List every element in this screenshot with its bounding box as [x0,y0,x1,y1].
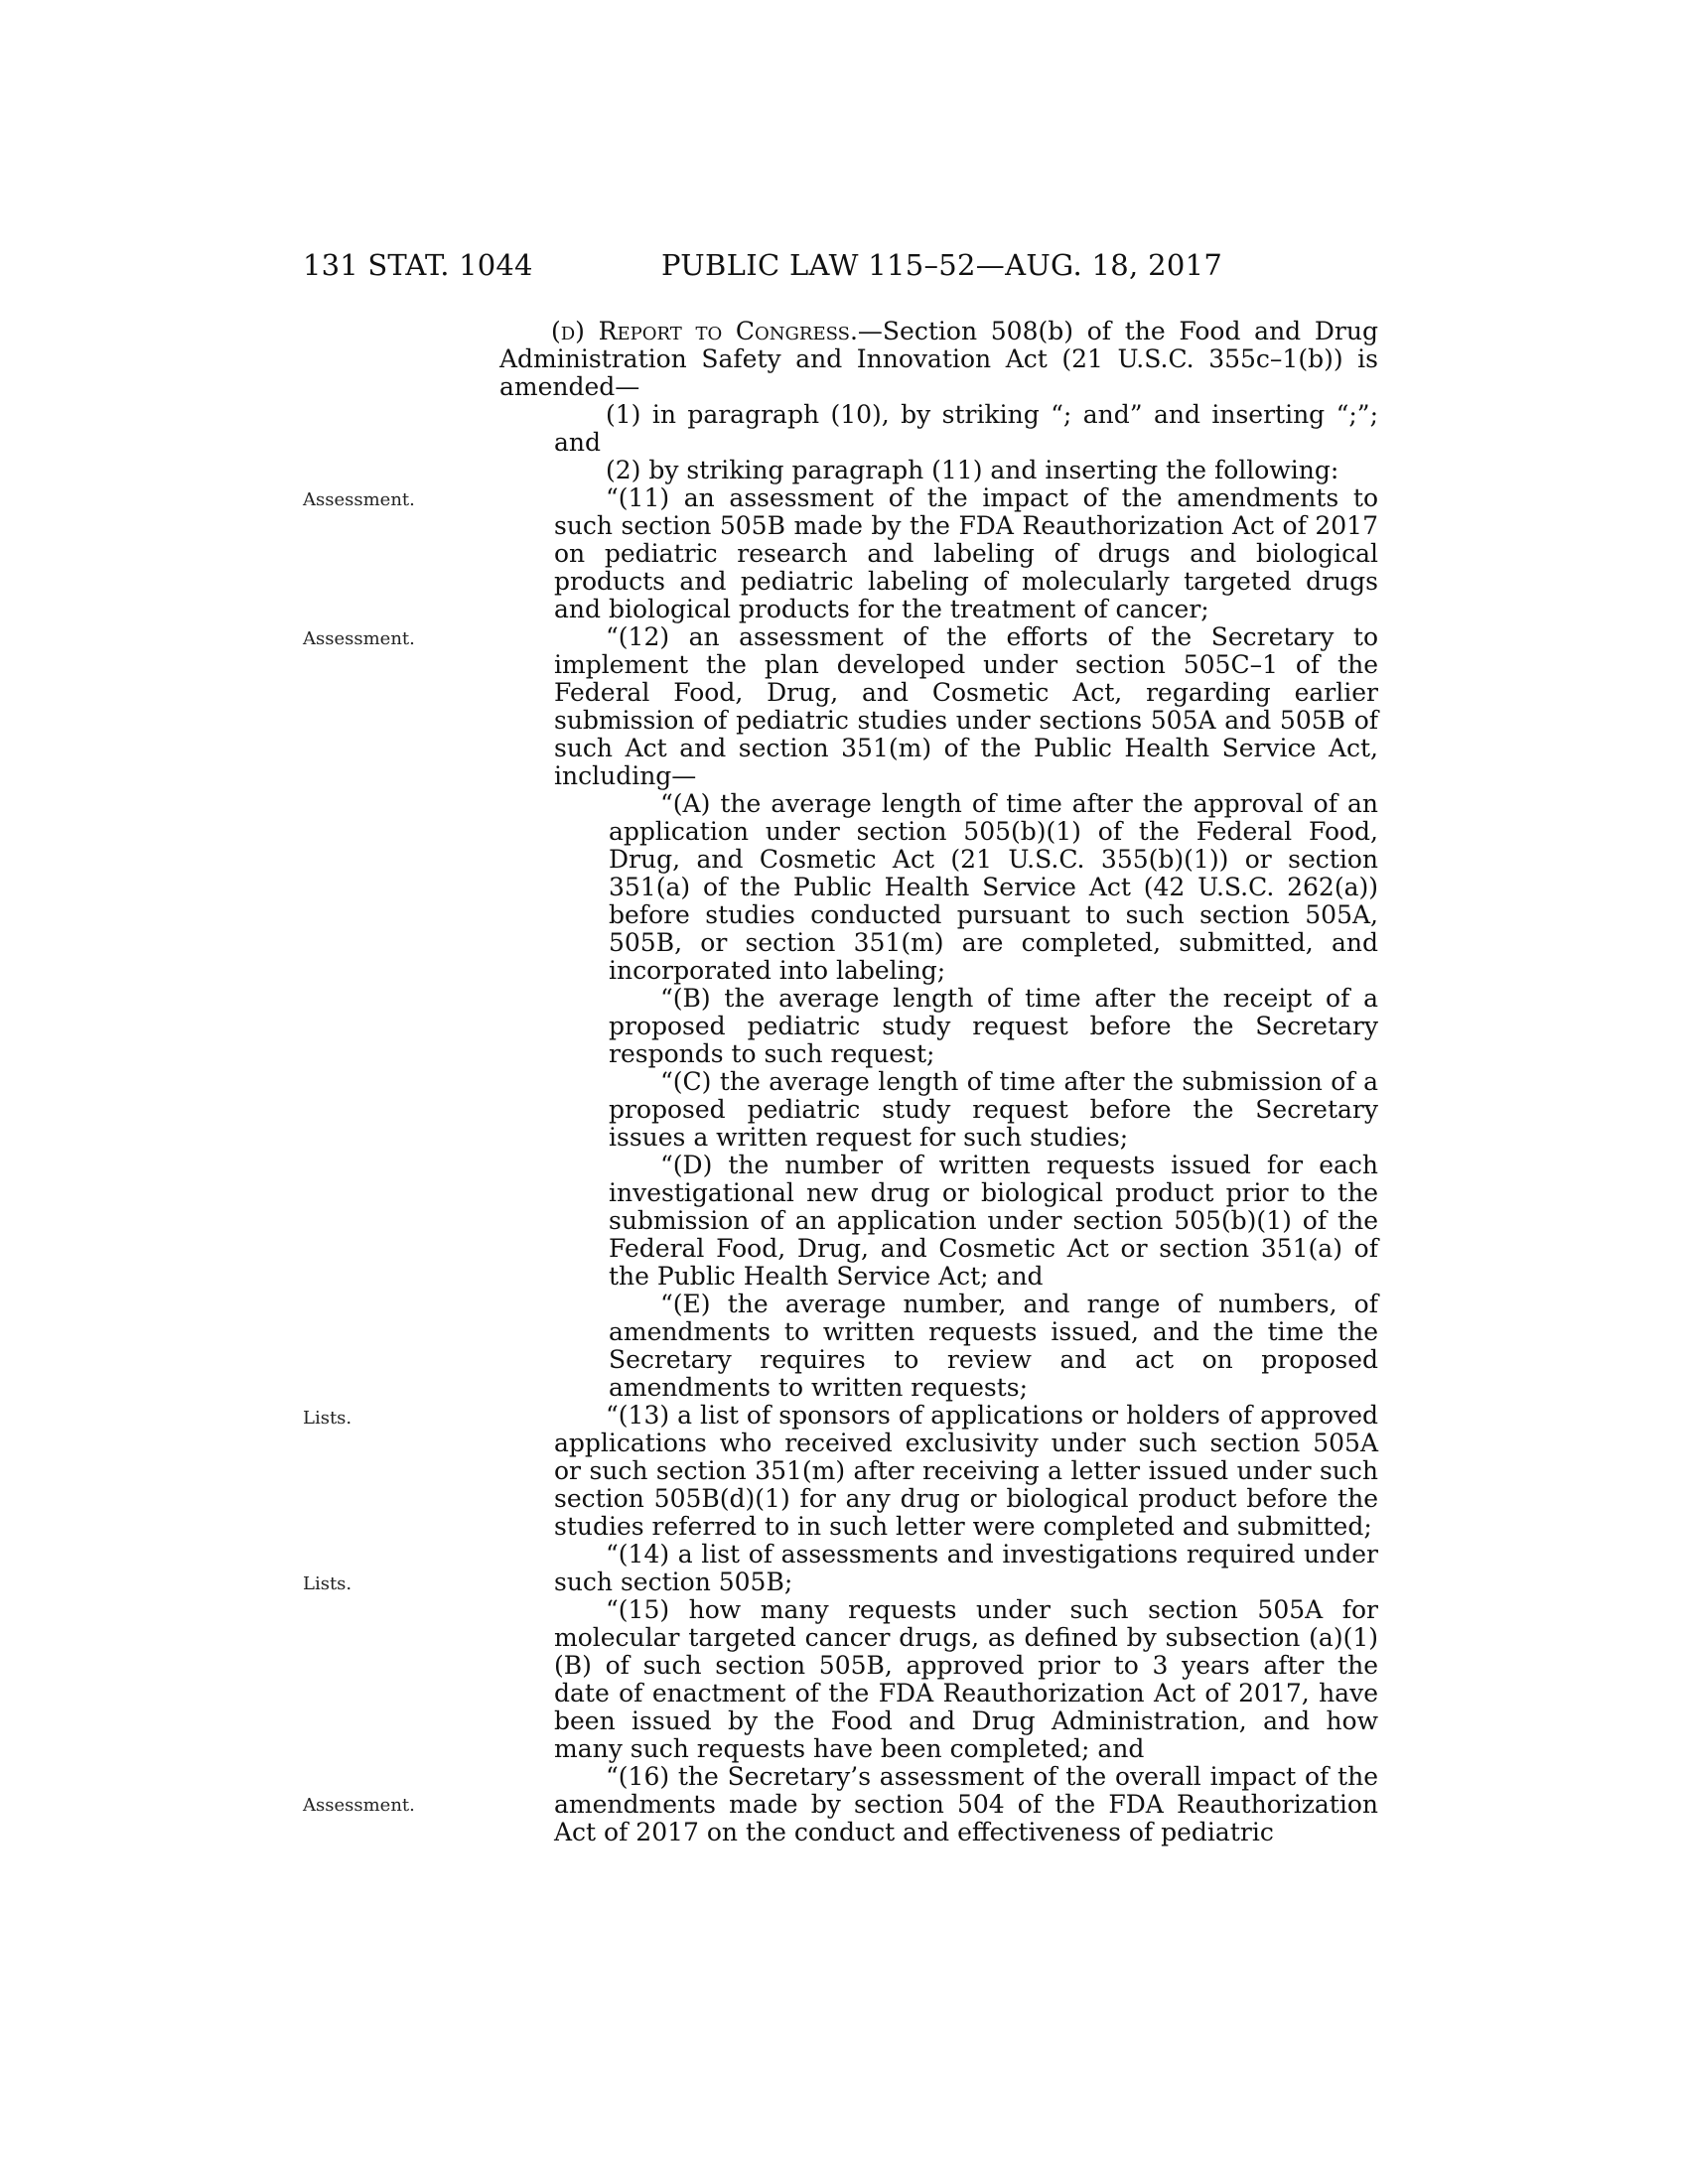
margin-note-lists: Lists. [303,1573,352,1594]
statute-page-number: 131 STAT. 1044 [303,248,533,282]
margin-note-assessment: Assessment. [303,489,415,510]
paragraph-14: “(14) a list of assessments and investigations required under such section 505B; [554,1540,1378,1596]
subsection-text: —Section 508(b) of the Food and Drug Administration Safety and Innovation Act (21 U.S.C. 355c–1(b)) is amended— [499,317,1378,401]
paragraph-13: “(13) a list of sponsors of applications or holders of approved applications who received exclusivity under such section 505A or such section 351(m) after receiving a letter issued under such section 505B(d)(1) for any drug or biological product before the studies referred to in such letter were completed and submitted; [554,1401,1378,1541]
paragraph-15: “(15) how many requests under such section 505A for molecular targeted cancer drugs, as defined by subsection (a)(1)(B) of such section 505B, approved prior to 3 years after the date of enactment of the FDA Reauthorization Act of 2017, have been issued by the Food and Drug Administration, and how many such requests have been completed; and [554,1595,1378,1763]
page-title: PUBLIC LAW 115–52—AUG. 18, 2017 [661,248,1223,282]
margin-note-lists: Lists. [303,1408,352,1429]
page-header [0,248,1688,288]
paragraph-16: “(16) the Secretary’s assessment of the overall impact of the amendments made by section 504 of the FDA Reauthorization Act of 2017 on the conduct and effectiveness of pediatric [554,1762,1378,1846]
subsection-heading: (d) Report to Congress. [551,317,858,345]
paragraph-1: (1) in paragraph (10), by striking “; and” and inserting “;”; and [554,400,1378,457]
subparagraph-c: “(C) the average length of time after the submission of a proposed pediatric study request before the Secretary issues a written request for such studies; [609,1067,1378,1152]
subsection-d [499,318,1378,401]
margin-note-assessment: Assessment. [303,1795,415,1816]
subparagraph-e: “(E) the average number, and range of numbers, of amendments to written requests issued, and the time the Secretary requires to review and act on proposed amendments to written requests; [609,1290,1378,1402]
subparagraph-b: “(B) the average length of time after the receipt of a proposed pediatric study request before the Secretary responds to such request; [609,984,1378,1068]
paragraph-12: “(12) an assessment of the efforts of the Secretary to implement the plan developed under section 505C–1 of the Federal Food, Drug, and Cosmetic Act, regarding earlier submission of pediatric studies under sections 505A and 505B of such Act and section 351(m) of the Public Health Service Act, including— [554,622,1378,790]
subparagraph-a: “(A) the average length of time after the approval of an application under section 505(b)(1) of the Federal Food, Drug, and Cosmetic Act (21 U.S.C. 355(b)(1)) or section 351(a) of the Public Health Service Act (42 U.S.C. 262(a)) before studies conducted pursuant to such section 505A, 505B, or section 351(m) are completed, submitted, and incorporated into labeling; [609,789,1378,985]
document-body [499,318,1378,1846]
subparagraph-d: “(D) the number of written requests issued for each investigational new drug or biological product prior to the submission of an application under section 505(b)(1) of the Federal Food, Drug, and Cosmetic Act or section 351(a) of the Public Health Service Act; and [609,1151,1378,1291]
paragraph-11: “(11) an assessment of the impact of the amendments to such section 505B made by the FDA Reauthorization Act of 2017 on pediatric research and labeling of drugs and biological products and pediatric labeling of molecularly targeted drugs and biological products for the treatment of cancer; [554,483,1378,623]
margin-note-assessment: Assessment. [303,628,415,649]
paragraph-2: (2) by striking paragraph (11) and inserting the following: [606,456,1339,484]
